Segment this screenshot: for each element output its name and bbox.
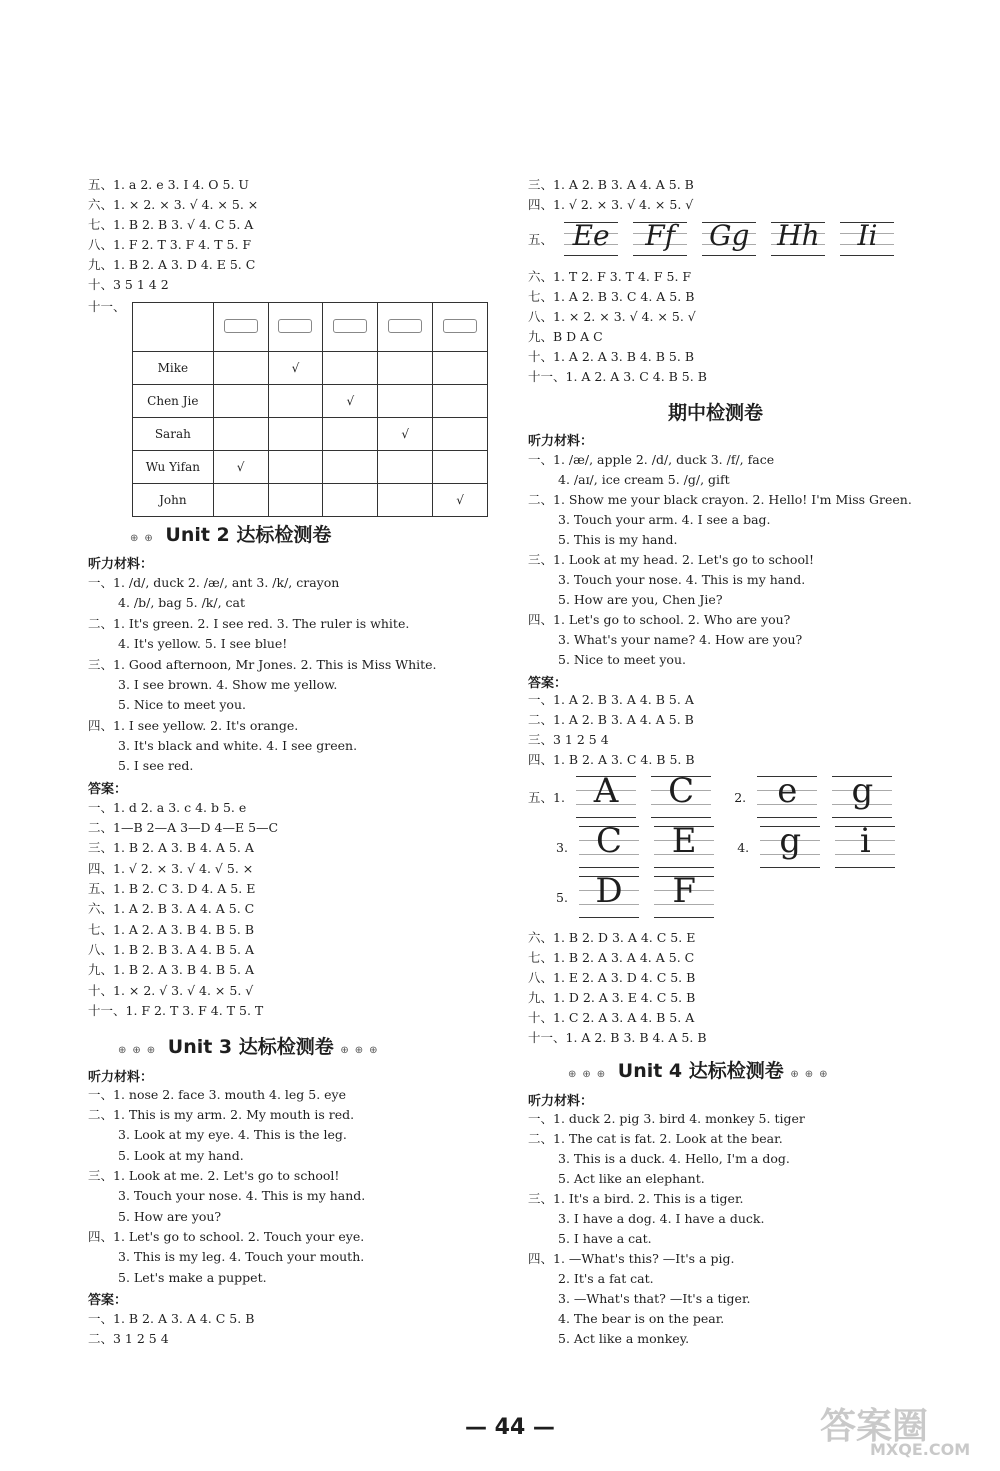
handwriting-box: i (835, 826, 895, 868)
answer-line: 二、3 1 2 5 4 (88, 1331, 169, 1346)
answer-line: 八、1. E 2. A 3. D 4. C 5. B (528, 970, 696, 985)
handwriting-box: Ff (633, 222, 687, 256)
unit4-title-wrap (568, 1056, 834, 1083)
answer-line: 六、1. A 2. B 3. A 4. A 5. C (88, 901, 255, 916)
answer-line: 四、1. B 2. A 3. C 4. B 5. B (528, 752, 695, 767)
page-number: — 44 — (465, 1415, 555, 1440)
table-row: Chen Jie √ (133, 385, 488, 418)
listening-line: 4. The bear is on the pear. (558, 1311, 725, 1326)
table-label: 十一、 (88, 299, 126, 314)
answer-line: 一、1. d 2. a 3. c 4. b 5. e (88, 800, 247, 815)
answer-line: 三、1. A 2. B 3. A 4. A 5. B (528, 177, 694, 192)
answers-label: 答案： (528, 676, 568, 691)
answer-line: 四、1. √ 2. × 3. √ 4. √ 5. × (88, 861, 254, 876)
listening-line: 3. This is a duck. 4. Hello, I'm a dog. (558, 1151, 790, 1166)
listening-line: 3. Look at my eye. 4. This is the leg. (118, 1127, 347, 1142)
decorative-dots-icon: ⊕⊕ (130, 533, 159, 544)
unit2-title-wrap (130, 520, 331, 547)
listening-line: 5. Act like an elephant. (558, 1171, 705, 1186)
answer-line: 七、1. A 2. B 3. C 4. A 5. B (528, 289, 695, 304)
handwriting-row (556, 871, 724, 918)
star-picture-icon (224, 319, 258, 333)
table-header-row (133, 303, 488, 352)
answer-line: 九、1. D 2. A 3. E 4. C 5. B (528, 990, 696, 1005)
answer-line: 五、1. B 2. C 3. D 4. A 5. E (88, 881, 256, 896)
table-row: John √ (133, 484, 488, 517)
handwriting-box: C (579, 826, 639, 868)
handwriting-box: D (579, 876, 639, 918)
question-number: 2. (734, 789, 747, 805)
listening-line: 5. Look at my hand. (118, 1148, 244, 1163)
answer-line: 十、1. C 2. A 3. A 4. B 5. A (528, 1010, 695, 1025)
answer-line: 十、1. A 2. A 3. B 4. B 5. B (528, 349, 695, 364)
question-number: 4. (737, 839, 750, 855)
decorative-dots-icon: ⊕⊕⊕ (118, 1045, 162, 1056)
table-row: Sarah √ (133, 418, 488, 451)
listening-line: 3. What's your name? 4. How are you? (558, 632, 803, 647)
answer-line: 七、1. A 2. A 3. B 4. B 5. B (88, 922, 255, 937)
listening-label: 听力材料： (88, 1070, 154, 1085)
answer-line: 八、1. × 2. × 3. √ 4. × 5. √ (528, 309, 696, 324)
answer-table (132, 302, 488, 517)
listening-line: 2. It's a fat cat. (558, 1271, 654, 1286)
listening-label: 听力材料： (528, 434, 594, 449)
listening-line: 一、1. /d/, duck 2. /æ/, ant 3. /k/, crayon (88, 575, 340, 590)
pencil-box-picture-icon (443, 319, 477, 333)
question-number: 3. (556, 839, 568, 855)
answer-line: 十一、1. F 2. T 3. F 4. T 5. T (88, 1003, 264, 1018)
answer-line: 十一、1. A 2. A 3. C 4. B 5. B (528, 369, 707, 384)
listening-line: 5. Nice to meet you. (118, 697, 246, 712)
listening-line: 5. This is my hand. (558, 532, 678, 547)
answer-line: 六、1. T 2. F 3. T 4. F 5. F (528, 269, 692, 284)
decorative-dots-icon: ⊕⊕⊕ (340, 1045, 384, 1056)
handwriting-box: Gg (702, 222, 756, 256)
handwriting-box: Ee (564, 222, 618, 256)
answer-line: 十、3 5 1 4 2 (88, 277, 169, 292)
handwriting-box: Hh (771, 222, 825, 256)
table-row: Wu Yifan √ (133, 451, 488, 484)
answer-line: 四、1. √ 2. × 3. √ 4. × 5. √ (528, 197, 694, 212)
answer-line: 九、1. B 2. A 3. B 4. B 5. A (88, 962, 255, 977)
listening-line: 四、1. —What's this? —It's a pig. (528, 1251, 735, 1266)
listening-line: 3. Touch your arm. 4. I see a bag. (558, 512, 771, 527)
listening-line: 一、1. /æ/, apple 2. /d/, duck 3. /f/, face (528, 452, 775, 467)
decorative-dots-icon: ⊕⊕⊕ (790, 1069, 834, 1080)
listening-line: 3. Touch your nose. 4. This is my hand. (558, 572, 806, 587)
answer-line: 二、1—B 2—A 3—D 4—E 5—C (88, 820, 279, 835)
listening-label: 听力材料： (528, 1094, 594, 1109)
handwriting-row (528, 219, 904, 256)
listening-line: 4. /b/, bag 5. /k/, cat (118, 595, 246, 610)
listening-line: 一、1. duck 2. pig 3. bird 4. monkey 5. tiger (528, 1111, 805, 1126)
listening-label: 听力材料： (88, 557, 154, 572)
listening-line: 4. It's yellow. 5. I see blue! (118, 636, 288, 651)
listening-line: 3. —What's that? —It's a tiger. (558, 1291, 751, 1306)
watermark-logo: 答案圈 (820, 1406, 929, 1447)
listening-line: 3. I have a dog. 4. I have a duck. (558, 1211, 765, 1226)
house-picture-icon (333, 319, 367, 333)
listening-line: 一、1. nose 2. face 3. mouth 4. leg 5. eye (88, 1087, 347, 1102)
answer-line: 八、1. F 2. T 3. F 4. T 5. F (88, 237, 252, 252)
listening-line: 5. I have a cat. (558, 1231, 652, 1246)
answer-line: 九、B D A C (528, 329, 603, 344)
unit4-title: Unit 4 达标检测卷 (617, 1060, 784, 1082)
listening-line: 3. Touch your nose. 4. This is my hand. (118, 1188, 366, 1203)
answer-line: 一、1. A 2. B 3. A 4. B 5. A (528, 692, 694, 707)
handwriting-box: g (832, 776, 892, 818)
listening-line: 二、1. It's green. 2. I see red. 3. The ruler is white. (88, 616, 410, 631)
listening-line: 3. It's black and white. 4. I see green. (118, 738, 358, 753)
listening-line: 5. Nice to meet you. (558, 652, 686, 667)
listening-line: 二、1. The cat is fat. 2. Look at the bear. (528, 1131, 783, 1146)
answer-line: 七、1. B 2. A 3. A 4. A 5. C (528, 950, 695, 965)
listening-line: 5. How are you? (118, 1209, 222, 1224)
answer-line: 七、1. B 2. B 3. √ 4. C 5. A (88, 217, 254, 232)
table-row: Mike √ (133, 352, 488, 385)
listening-line: 三、1. Look at me. 2. Let's go to school! (88, 1168, 340, 1183)
listening-line: 4. /aɪ/, ice cream 5. /g/, gift (558, 472, 730, 487)
handwriting-box: g (760, 826, 820, 868)
answer-line: 六、1. × 2. × 3. √ 4. × 5. × (88, 197, 259, 212)
listening-line: 5. Let's make a puppet. (118, 1270, 267, 1285)
unit3-title-wrap (118, 1032, 384, 1059)
crayon-picture-icon (278, 319, 312, 333)
question-number: 5. (556, 889, 568, 905)
listening-line: 三、1. It's a bird. 2. This is a tiger. (528, 1191, 744, 1206)
handwriting-row (556, 821, 905, 868)
answers-label: 答案： (88, 782, 128, 797)
listening-line: 三、1. Good afternoon, Mr Jones. 2. This is Miss White. (88, 657, 437, 672)
answer-line: 二、1. A 2. B 3. A 4. A 5. B (528, 712, 694, 727)
handwriting-box: C (651, 776, 711, 818)
listening-line: 3. I see brown. 4. Show me yellow. (118, 677, 338, 692)
listening-line: 四、1. Let's go to school. 2. Who are you? (528, 612, 791, 627)
question-number: 五、1. (528, 790, 565, 805)
answer-line: 五、1. a 2. e 3. I 4. O 5. U (88, 177, 249, 192)
answer-line: 十一、1. A 2. B 3. B 4. A 5. B (528, 1030, 707, 1045)
answer-line: 八、1. B 2. B 3. A 4. B 5. A (88, 942, 255, 957)
answer-line: 三、1. B 2. A 3. B 4. A 5. A (88, 840, 254, 855)
listening-line: 5. How are you, Chen Jie? (558, 592, 723, 607)
handwriting-box: e (757, 776, 817, 818)
answer-line: 九、1. B 2. A 3. D 4. E 5. C (88, 257, 256, 272)
midterm-title: 期中检测卷 (668, 402, 764, 424)
unit3-title: Unit 3 达标检测卷 (167, 1036, 334, 1058)
decorative-dots-icon: ⊕⊕⊕ (568, 1069, 612, 1080)
pencil-picture-icon (388, 319, 422, 333)
handwriting-box: F (654, 876, 714, 918)
answer-line: 六、1. B 2. D 3. A 4. C 5. E (528, 930, 696, 945)
handwriting-row (528, 771, 902, 818)
listening-line: 二、1. Show me your black crayon. 2. Hello! I'm Miss Green. (528, 492, 912, 507)
handwriting-box: A (576, 776, 636, 818)
answer-line: 三、3 1 2 5 4 (528, 732, 609, 747)
listening-line: 3. This is my leg. 4. Touch your mouth. (118, 1249, 365, 1264)
handwriting-box: Ii (840, 222, 894, 256)
listening-line: 三、1. Look at my head. 2. Let's go to school! (528, 552, 814, 567)
listening-line: 四、1. I see yellow. 2. It's orange. (88, 718, 299, 733)
answers-label: 答案： (88, 1293, 128, 1308)
handwriting-box: E (654, 826, 714, 868)
listening-line: 5. Act like a monkey. (558, 1331, 690, 1346)
answer-line: 一、1. B 2. A 3. A 4. C 5. B (88, 1311, 255, 1326)
question-number: 五、 (528, 232, 554, 247)
watermark-url: MXQE.COM (870, 1440, 971, 1459)
answer-line: 十、1. × 2. √ 3. √ 4. × 5. √ (88, 983, 254, 998)
listening-line: 二、1. This is my arm. 2. My mouth is red. (88, 1107, 355, 1122)
listening-line: 5. I see red. (118, 758, 194, 773)
unit2-title: Unit 2 达标检测卷 (165, 524, 332, 546)
listening-line: 四、1. Let's go to school. 2. Touch your eye. (88, 1229, 365, 1244)
